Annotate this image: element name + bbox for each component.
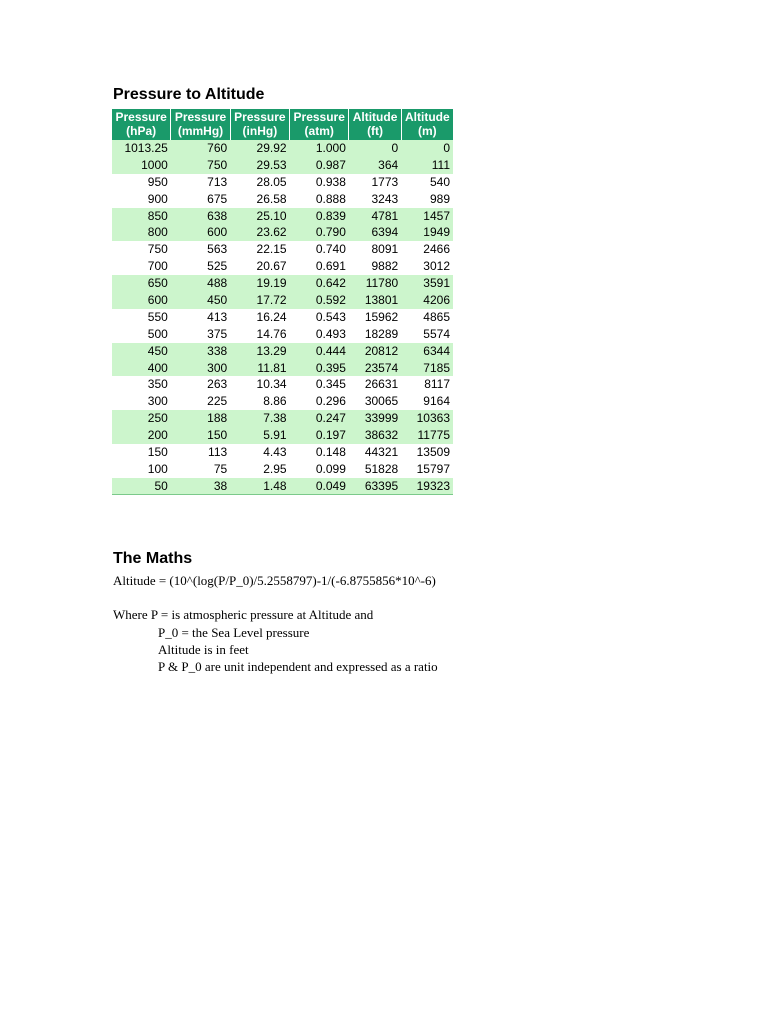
table-row — [112, 241, 453, 258]
table-body — [112, 140, 453, 495]
cell-altitude-m: 11775 — [401, 427, 453, 444]
cell-pressure-mmhg: 563 — [207, 242, 228, 257]
cell-pressure-mmhg: 713 — [207, 174, 228, 189]
cell-altitude-m: 19323 — [401, 478, 453, 495]
cell-altitude-ft: 26631 — [364, 377, 399, 392]
table-row — [112, 157, 453, 174]
cell-pressure-inhg: 8.86 — [263, 394, 287, 409]
cell-altitude-m: 6344 — [401, 343, 453, 360]
header-line2: (hPa) — [126, 124, 157, 138]
cell-pressure-atm: 0.444 — [290, 343, 349, 360]
cell-pressure-mmhg: 675 — [207, 191, 228, 206]
header-altitude-m — [401, 109, 453, 140]
cell-pressure-inhg: 2.95 — [263, 461, 287, 476]
cell-pressure-hpa: 350 — [147, 377, 168, 392]
cell-altitude-ft: 44321 — [364, 444, 399, 459]
cell-pressure-hpa: 950 — [147, 174, 168, 189]
cell-pressure-inhg: 4.43 — [263, 444, 287, 459]
cell-pressure-atm: 0.642 — [290, 275, 349, 292]
altitude-formula: Altitude = (10^(log(P/P_0)/5.2558797)-1/(-6.8755856*10^-6) — [113, 573, 436, 588]
cell-pressure-inhg: 11.81 — [230, 360, 289, 377]
cell-pressure-inhg: 25.10 — [230, 208, 289, 225]
header-line2: (inHg) — [242, 124, 278, 138]
table-row — [112, 191, 453, 208]
cell-pressure-atm: 0.296 — [315, 394, 346, 409]
cell-pressure-atm: 0.247 — [290, 410, 349, 427]
table-row — [112, 326, 453, 343]
cell-pressure-hpa: 850 — [112, 208, 171, 225]
table-row — [112, 258, 453, 275]
cell-pressure-mmhg: 375 — [207, 326, 228, 341]
cell-pressure-inhg: 16.24 — [256, 309, 287, 324]
cell-pressure-hpa: 50 — [112, 478, 171, 495]
cell-altitude-ft: 20812 — [349, 343, 401, 360]
cell-altitude-ft: 15962 — [364, 309, 399, 324]
cell-pressure-atm: 0.099 — [315, 461, 346, 476]
cell-pressure-atm: 0.592 — [290, 292, 349, 309]
header-line1: Pressure — [174, 110, 227, 124]
cell-pressure-inhg: 29.92 — [230, 140, 289, 157]
cell-altitude-ft: 38632 — [349, 427, 401, 444]
cell-altitude-m: 4865 — [423, 309, 450, 324]
cell-pressure-hpa: 650 — [112, 275, 171, 292]
pressure-altitude-table — [112, 109, 453, 495]
cell-pressure-atm: 0.888 — [315, 191, 346, 206]
cell-pressure-mmhg: 38 — [171, 478, 230, 495]
header-pressure-mmhg — [171, 109, 230, 140]
cell-pressure-hpa: 600 — [112, 292, 171, 309]
cell-pressure-mmhg: 300 — [171, 360, 230, 377]
cell-altitude-ft: 364 — [349, 157, 401, 174]
cell-pressure-atm: 0.790 — [290, 224, 349, 241]
cell-altitude-ft: 23574 — [349, 360, 401, 377]
cell-altitude-m: 2466 — [423, 242, 450, 257]
cell-altitude-m: 10363 — [401, 410, 453, 427]
cell-pressure-inhg: 28.05 — [256, 174, 287, 189]
table-row — [112, 410, 453, 427]
cell-pressure-hpa: 250 — [112, 410, 171, 427]
table-row — [112, 376, 453, 393]
cell-pressure-mmhg: 75 — [213, 461, 228, 476]
cell-pressure-mmhg: 525 — [207, 259, 228, 274]
cell-pressure-mmhg: 750 — [171, 157, 230, 174]
table-row — [112, 343, 453, 360]
cell-altitude-m: 5574 — [423, 326, 450, 341]
header-line1: Pressure — [234, 110, 286, 124]
table-row — [112, 140, 453, 157]
table-row — [112, 208, 453, 225]
note-unit-independence: P & P_0 are unit independent and expressed as a ratio — [158, 659, 438, 674]
maths-title: The Maths — [113, 550, 193, 567]
cell-pressure-inhg: 1.48 — [230, 478, 289, 495]
cell-pressure-mmhg: 338 — [171, 343, 230, 360]
cell-pressure-inhg: 13.29 — [230, 343, 289, 360]
cell-pressure-inhg: 19.19 — [230, 275, 289, 292]
cell-pressure-inhg: 26.58 — [256, 191, 287, 206]
cell-altitude-m: 0 — [401, 140, 453, 157]
cell-pressure-mmhg: 488 — [171, 275, 230, 292]
cell-pressure-inhg: 5.91 — [230, 427, 289, 444]
table-row — [112, 444, 453, 461]
cell-pressure-atm: 0.395 — [290, 360, 349, 377]
cell-altitude-ft: 3243 — [371, 191, 399, 206]
cell-altitude-ft: 0 — [349, 140, 401, 157]
cell-pressure-mmhg: 760 — [171, 140, 230, 157]
cell-altitude-m: 8117 — [424, 377, 450, 392]
table-row — [112, 174, 453, 191]
header-pressure-inhg — [230, 109, 289, 140]
cell-pressure-inhg: 7.38 — [230, 410, 289, 427]
cell-pressure-mmhg: 113 — [208, 444, 228, 459]
cell-pressure-hpa: 300 — [147, 394, 168, 409]
cell-altitude-ft: 18289 — [364, 326, 399, 341]
header-line2: (m) — [418, 124, 437, 138]
cell-altitude-m: 540 — [429, 174, 450, 189]
header-line1: Altitude — [405, 110, 450, 124]
cell-altitude-ft: 4781 — [349, 208, 401, 225]
cell-pressure-mmhg: 263 — [207, 377, 228, 392]
cell-pressure-inhg: 14.76 — [256, 326, 287, 341]
cell-pressure-mmhg: 638 — [171, 208, 230, 225]
header-line1: Pressure — [115, 110, 167, 124]
table-header-row — [112, 109, 453, 140]
table-row — [112, 478, 453, 495]
table-row — [112, 275, 453, 292]
cell-pressure-hpa: 900 — [147, 191, 168, 206]
cell-pressure-hpa: 1013.25 — [112, 140, 171, 157]
cell-altitude-ft: 33999 — [349, 410, 401, 427]
note-altitude-units: Altitude is in feet — [158, 642, 249, 657]
table-row — [112, 224, 453, 241]
cell-pressure-atm: 0.197 — [290, 427, 349, 444]
cell-pressure-inhg: 22.15 — [256, 242, 287, 257]
cell-altitude-m: 1457 — [401, 208, 453, 225]
header-line1: Pressure — [293, 110, 345, 124]
cell-altitude-ft: 6394 — [349, 224, 401, 241]
cell-altitude-m: 111 — [401, 157, 453, 174]
cell-altitude-ft: 51828 — [364, 461, 399, 476]
header-altitude-ft — [349, 109, 401, 140]
cell-altitude-m: 15797 — [416, 461, 450, 476]
cell-pressure-inhg: 23.62 — [230, 224, 289, 241]
cell-altitude-ft: 9882 — [371, 259, 399, 274]
header-pressure-hpa — [112, 109, 171, 140]
cell-pressure-mmhg: 188 — [171, 410, 230, 427]
cell-altitude-ft: 63395 — [349, 478, 401, 495]
cell-altitude-m: 3591 — [401, 275, 453, 292]
cell-pressure-inhg: 29.53 — [230, 157, 289, 174]
cell-pressure-hpa: 550 — [147, 309, 168, 324]
table-title: Pressure to Altitude — [113, 86, 265, 103]
cell-altitude-ft: 11780 — [349, 275, 401, 292]
header-line2: (mmHg) — [177, 124, 224, 138]
cell-altitude-m: 3012 — [423, 259, 450, 274]
cell-pressure-hpa: 400 — [112, 360, 171, 377]
cell-altitude-m: 9164 — [423, 394, 450, 409]
cell-pressure-atm: 0.345 — [315, 377, 346, 392]
cell-pressure-atm: 0.740 — [315, 242, 346, 257]
table-row — [112, 309, 453, 326]
header-line2: (atm) — [304, 124, 334, 138]
cell-pressure-atm: 0.148 — [315, 444, 346, 459]
cell-pressure-hpa: 200 — [112, 427, 171, 444]
table-row — [112, 292, 453, 309]
cell-pressure-mmhg: 450 — [171, 292, 230, 309]
cell-pressure-mmhg: 600 — [171, 224, 230, 241]
cell-pressure-atm: 0.987 — [290, 157, 349, 174]
cell-pressure-atm: 1.000 — [290, 140, 349, 157]
cell-pressure-hpa: 750 — [147, 242, 168, 257]
table-row — [112, 360, 453, 377]
cell-pressure-atm: 0.543 — [315, 309, 346, 324]
cell-pressure-atm: 0.938 — [315, 174, 346, 189]
table-row — [112, 461, 453, 478]
cell-pressure-hpa: 800 — [112, 224, 171, 241]
cell-pressure-mmhg: 413 — [207, 309, 228, 324]
cell-altitude-m: 1949 — [401, 224, 453, 241]
where-line: Where P = is atmospheric pressure at Altitude and — [113, 607, 374, 622]
cell-altitude-ft: 30065 — [364, 394, 399, 409]
cell-pressure-inhg: 20.67 — [256, 259, 287, 274]
cell-altitude-ft: 1773 — [371, 174, 399, 189]
cell-altitude-m: 989 — [429, 191, 450, 206]
cell-pressure-hpa: 1000 — [112, 157, 171, 174]
cell-pressure-inhg: 17.72 — [230, 292, 289, 309]
cell-altitude-ft: 8091 — [371, 242, 399, 257]
cell-pressure-mmhg: 225 — [207, 394, 228, 409]
cell-pressure-hpa: 100 — [147, 461, 168, 476]
header-line2: (ft) — [367, 124, 384, 138]
table-row — [112, 427, 453, 444]
cell-pressure-mmhg: 150 — [171, 427, 230, 444]
cell-pressure-hpa: 450 — [112, 343, 171, 360]
cell-pressure-inhg: 10.34 — [256, 377, 287, 392]
cell-pressure-atm: 0.839 — [290, 208, 349, 225]
cell-pressure-atm: 0.691 — [315, 259, 346, 274]
cell-pressure-hpa: 500 — [147, 326, 168, 341]
header-pressure-atm — [290, 109, 349, 140]
cell-pressure-atm: 0.049 — [290, 478, 349, 495]
cell-pressure-atm: 0.493 — [315, 326, 346, 341]
cell-altitude-m: 7185 — [401, 360, 453, 377]
cell-altitude-m: 13509 — [416, 444, 450, 459]
note-p0-definition: P_0 = the Sea Level pressure — [158, 625, 310, 640]
cell-altitude-m: 4206 — [401, 292, 453, 309]
header-line1: Altitude — [352, 110, 398, 124]
cell-altitude-ft: 13801 — [349, 292, 401, 309]
cell-pressure-hpa: 150 — [147, 444, 168, 459]
table-row — [112, 393, 453, 410]
cell-pressure-hpa: 700 — [147, 259, 168, 274]
